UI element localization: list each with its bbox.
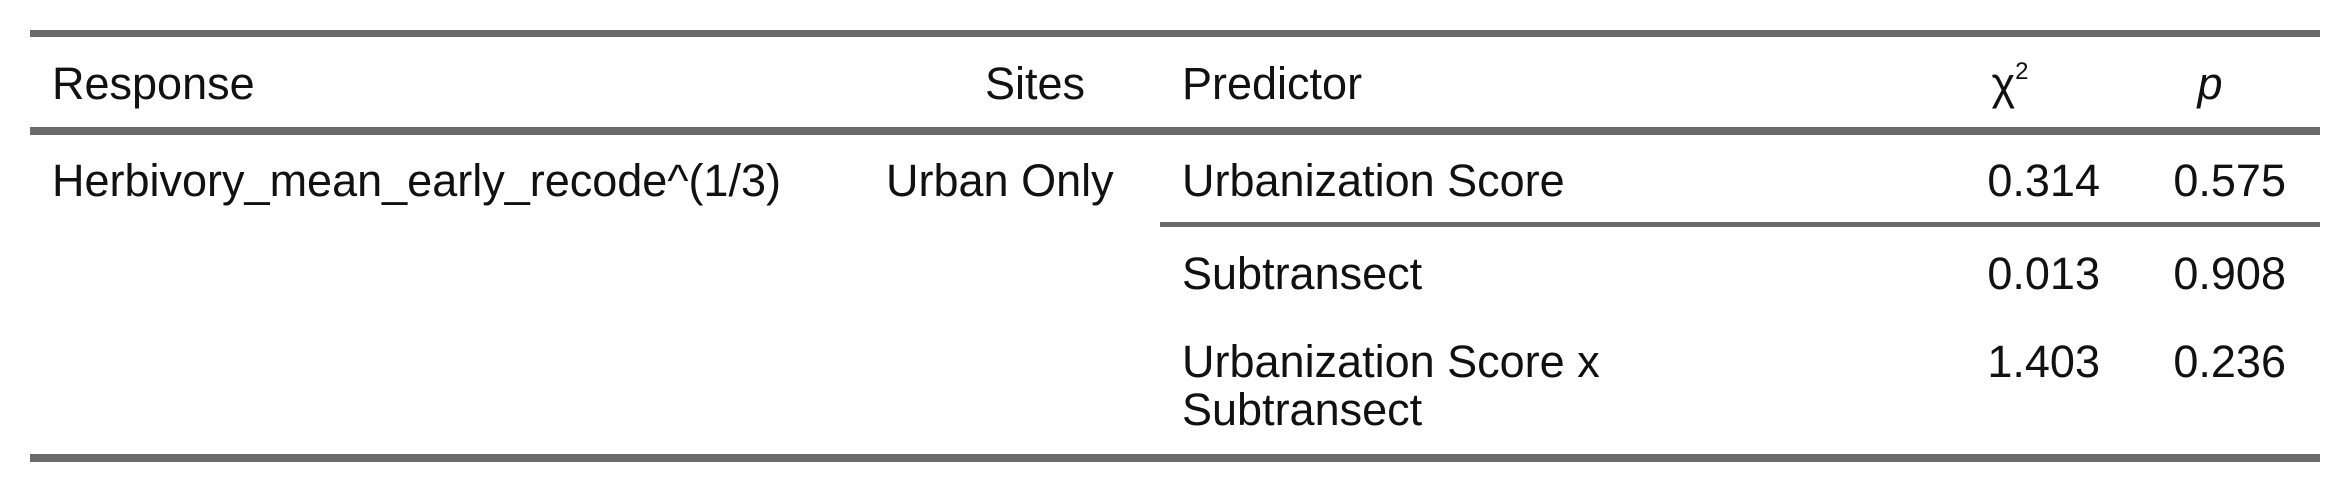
response-variable: Herbivory_mean_early_recode^(1/3) [52,155,781,206]
header-predictor: Predictor [1182,58,1363,109]
chi-superscript: 2 [2015,58,2029,85]
table-top-rule [30,30,2320,37]
predictor-row-3-line-2: Subtransect [1182,384,1423,435]
predictor-mid-rule [1160,222,2320,227]
chi2-row-1: 0.314 [1987,155,2100,206]
header-sites: Sites [984,58,1086,109]
predictor-row-1: Urbanization Score [1182,155,1565,206]
table-bottom-rule [30,454,2320,462]
header-rule [30,127,2320,135]
p-row-2: 0.908 [2173,248,2286,299]
p-row-3: 0.236 [2173,336,2286,387]
chi2-row-3: 1.403 [1987,336,2100,387]
predictor-row-2: Subtransect [1182,248,1423,299]
chi-symbol: χ [1991,58,2016,109]
predictor-row-3-line-1: Urbanization Score x [1182,336,1600,387]
chi2-row-2: 0.013 [1987,248,2100,299]
sites-value: Urban Only [886,155,1114,206]
header-chi-squared [1960,60,2060,108]
header-p-value: p [2197,58,2223,109]
header-response: Response [52,58,255,109]
p-row-1: 0.575 [2173,155,2286,206]
